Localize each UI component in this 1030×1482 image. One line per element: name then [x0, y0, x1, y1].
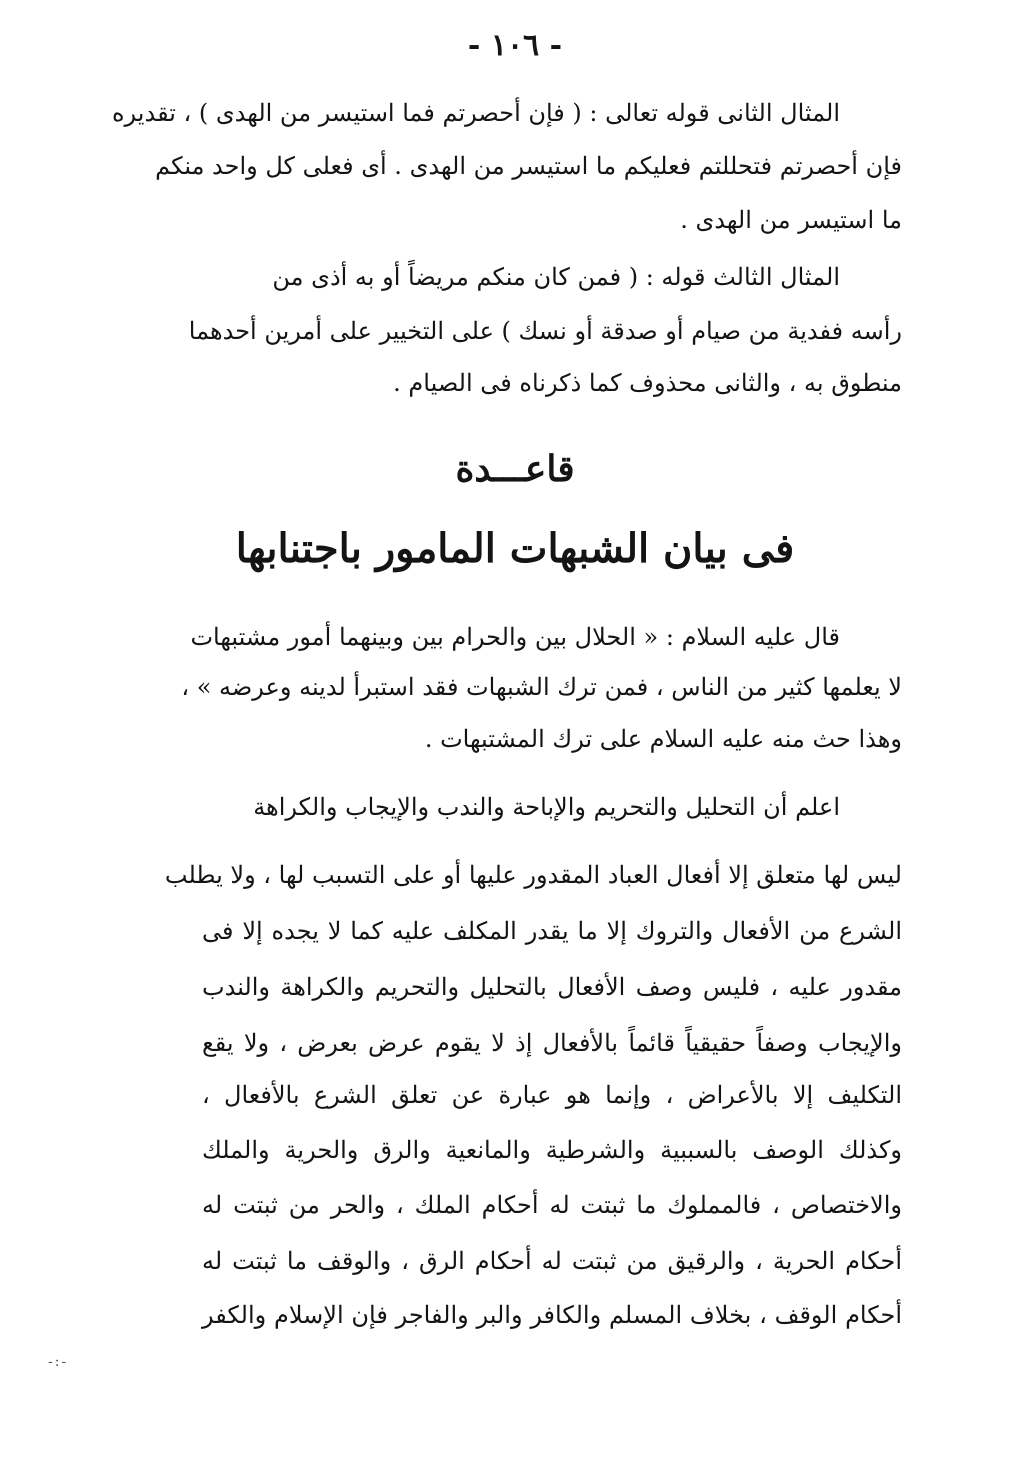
- text-line: قال عليه السلام : « الحلال بين والحرام بين وبينهما أمور مشتبهات: [190, 623, 840, 651]
- text-line: أحكام الوقف ، بخلاف المسلم والكافر والبر والفاجر فإن الإسلام والكفر: [202, 1301, 902, 1329]
- text-line: مقدور عليه ، فليس وصف الأفعال بالتحليل والتحريم والكراهة والندب: [202, 973, 902, 1001]
- page-number: - ١٠٦ -: [467, 28, 563, 63]
- text-line: ما استيسر من الهدى .: [680, 206, 902, 234]
- text-line: الشرع من الأفعال والتروك إلا ما يقدر المكلف عليه كما لا يجده إلا فى: [202, 917, 902, 945]
- text-line: ليس لها متعلق إلا أفعال العباد المقدور عليها أو على التسبب لها ، ولا يطلب: [164, 861, 902, 889]
- section-subheading: فى بيان الشبهات المامور باجتنابها: [235, 525, 795, 572]
- text-line: اعلم أن التحليل والتحريم والإباحة والندب والإيجاب والكراهة: [253, 793, 840, 821]
- text-line: رأسه ففدية من صيام أو صدقة أو نسك ) على التخيير على أمرين أحدهما: [188, 317, 902, 345]
- text-line: المثال الثالث قوله : ( فمن كان منكم مريضاً أو به أذى من: [272, 263, 840, 291]
- margin-mark: -:-: [48, 1354, 69, 1370]
- text-line: والإيجاب وصفاً حقيقياً قائماً بالأفعال إذ لا يقوم عرض بعرض ، ولا يقع: [202, 1029, 902, 1057]
- text-line: منطوق به ، والثانى محذوف كما ذكرناه فى الصيام .: [393, 369, 902, 397]
- section-heading: قاعـــدة: [455, 448, 575, 490]
- text-line: وكذلك الوصف بالسببية والشرطية والمانعية والرق والحرية والملك: [202, 1136, 902, 1164]
- text-line: المثال الثانى قوله تعالى : ( فإن أحصرتم فما استيسر من الهدى ) ، تقديره: [111, 99, 840, 127]
- text-line: وهذا حث منه عليه السلام على ترك المشتبهات .: [424, 725, 902, 753]
- text-line: لا يعلمها كثير من الناس ، فمن ترك الشبهات فقد استبرأ لدينه وعرضه » ،: [181, 673, 902, 701]
- text-line: والاختصاص ، فالمملوك ما ثبتت له أحكام الملك ، والحر من ثبتت له: [202, 1191, 902, 1219]
- text-line: التكليف إلا بالأعراض ، وإنما هو عبارة عن تعلق الشرع بالأفعال ،: [202, 1081, 902, 1109]
- text-line: فإن أحصرتم فتحللتم فعليكم ما استيسر من الهدى . أى فعلى كل واحد منكم: [155, 152, 902, 180]
- text-line: أحكام الحرية ، والرقيق من ثبتت له أحكام الرق ، والوقف ما ثبتت له: [202, 1247, 902, 1275]
